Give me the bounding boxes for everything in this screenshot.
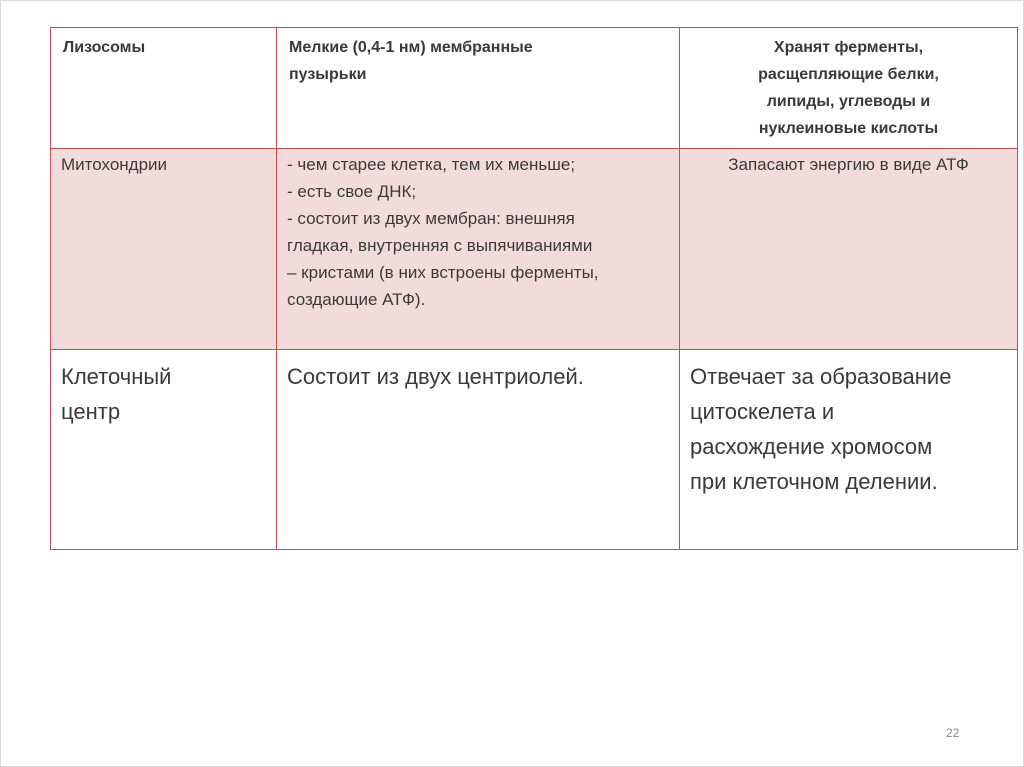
page-number: 22 bbox=[946, 726, 960, 740]
function-text: Отвечает за образование цитоскелета и расхождение хромосом при клеточном делении. bbox=[690, 364, 952, 494]
organelle-name: Митохондрии bbox=[61, 155, 168, 174]
organelle-cell bbox=[51, 149, 277, 350]
structure-cell bbox=[277, 350, 680, 550]
structure-text: Состоит из двух центриолей. bbox=[287, 364, 584, 389]
function-cell bbox=[680, 28, 1018, 149]
structure-cell bbox=[277, 149, 680, 350]
function-cell bbox=[680, 149, 1018, 350]
table-row-mitochondria bbox=[51, 149, 1018, 350]
function-cell bbox=[680, 350, 1018, 550]
function-text: Хранят ферменты, расщепляющие белки, липиды, углеводы и нуклеиновые кислоты bbox=[758, 39, 939, 137]
table-row-cell-center bbox=[51, 350, 1018, 550]
organelles-table bbox=[50, 27, 1018, 550]
structure-text: - чем старее клетка, тем их меньше; - есть свое ДНК; - состоит из двух мембран: внешняя гладкая, внутренняя с выпячиваниями – кристами (в них встроены ферменты, создающие АТФ). bbox=[287, 155, 599, 309]
function-text: Запасают энергию в виде АТФ bbox=[728, 155, 969, 174]
organelle-name: Клеточный центр bbox=[61, 364, 172, 424]
organelle-cell bbox=[51, 350, 277, 550]
organelle-cell bbox=[51, 28, 277, 149]
structure-text: Мелкие (0,4-1 нм) мембранные пузырьки bbox=[289, 39, 533, 83]
organelle-name: Лизосомы bbox=[63, 39, 146, 56]
table-row-lysosomes bbox=[51, 28, 1018, 149]
structure-cell bbox=[277, 28, 680, 149]
